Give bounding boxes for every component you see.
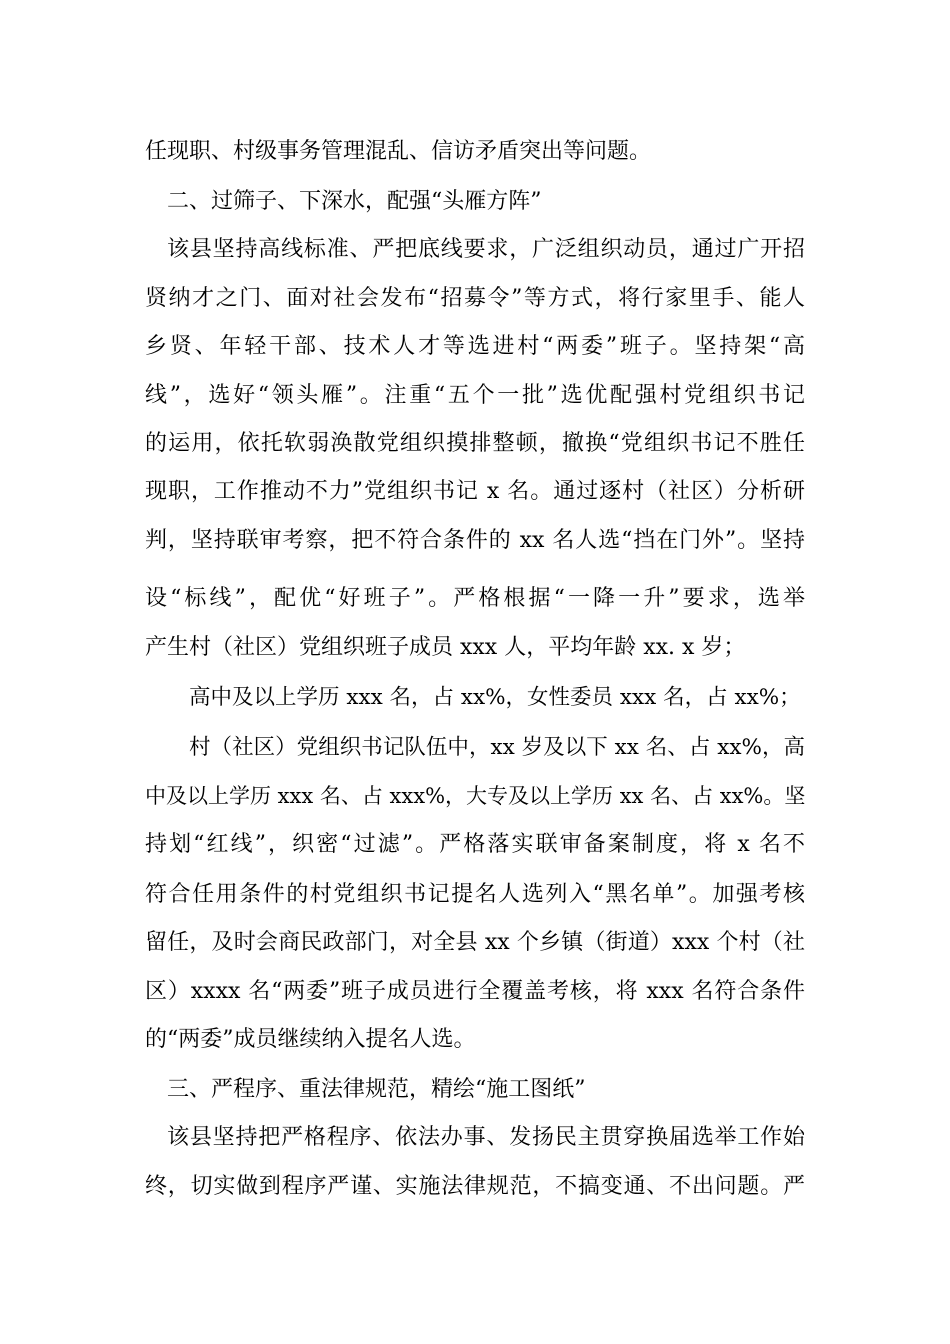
section-heading: 二、过筛子、下深水，配强“头雁方阵” [167, 189, 542, 214]
text-line: 该县坚持把严格程序、依法办事、发扬民主贯穿换届选举工作始 [167, 1125, 805, 1150]
text-line: 任现职、村级事务管理混乱、信访矛盾突出等问题。 [145, 139, 652, 164]
text-line: 留任，及时会商民政部门，对全县 xx 个乡镇（街道）xxx 个村（社 [145, 930, 805, 955]
section-heading: 三、严程序、重法律规范，精绘“施工图纸” [167, 1077, 586, 1102]
text-line: 产生村（社区）党组织班子成员 xxx 人，平均年龄 xx. x 岁； [145, 635, 746, 660]
text-line: 符合任用条件的村党组织书记提名人选列入“黑名单”。加强考核 [145, 882, 805, 907]
text-line: 线”，选好“领头雁”。注重“五个一批”选优配强村党组织书记 [145, 383, 805, 408]
text-line: 现职，工作推动不力”党组织书记 x 名。通过逐村（社区）分析研 [145, 479, 805, 504]
text-line: 的运用，依托软弱涣散党组织摸排整顿，撤换“党组织书记不胜任 [145, 431, 805, 456]
text-line: 村（社区）党组织书记队伍中，xx 岁及以下 xx 名、占 xx%，高 [189, 735, 805, 760]
text-line: 终，切实做到程序严谨、实施法律规范，不搞变通、不出问题。严 [145, 1174, 805, 1199]
text-line: 高中及以上学历 xxx 名，占 xx%，女性委员 xxx 名，占 xx%； [189, 685, 801, 710]
text-line: 乡贤、年轻干部、技术人才等选进村“两委”班子。坚持架“高 [145, 334, 805, 359]
text-line: 中及以上学历 xxx 名、占 xxx%，大专及以上学历 xx 名、占 xx%。坚 [145, 784, 806, 808]
text-line: 贤纳才之门、面对社会发布“招募令”等方式，将行家里手、能人 [145, 286, 805, 311]
text-line: 设“标线”，配优“好班子”。严格根据“一降一升”要求，选举 [145, 586, 805, 611]
text-line: 判，坚持联审考察，把不符合条件的 xx 名人选“挡在门外”。坚持 [145, 528, 805, 553]
text-line: 的“两委”成员继续纳入提名人选。 [145, 1027, 476, 1052]
text-line: 区）xxxx 名“两委”班子成员进行全覆盖考核，将 xxx 名符合条件 [145, 979, 805, 1004]
text-line: 持划“红线”，织密“过滤”。严格落实联审备案制度，将 x 名不 [145, 832, 805, 857]
text-line: 该县坚持高线标准、严把底线要求，广泛组织动员，通过广开招 [167, 237, 805, 262]
